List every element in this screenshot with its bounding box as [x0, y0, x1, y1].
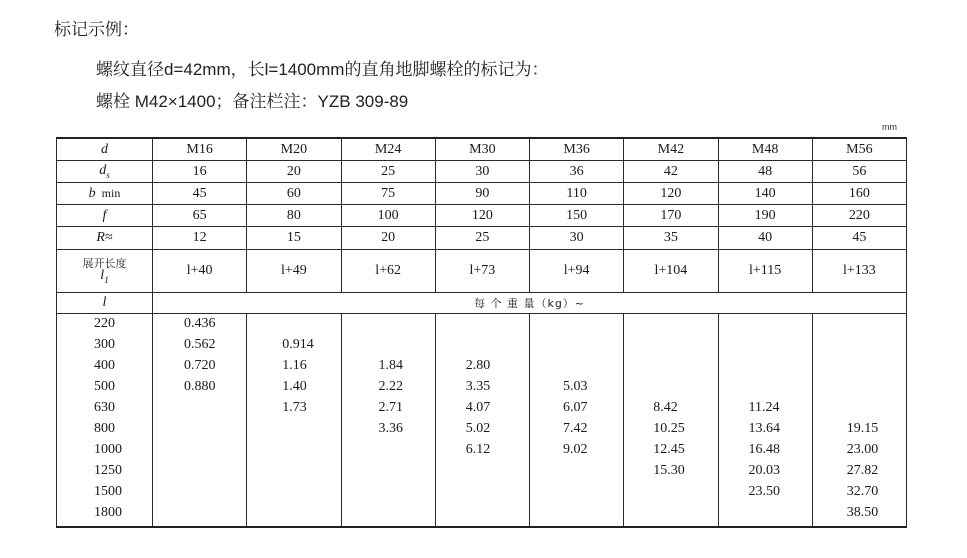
weight-value — [247, 419, 340, 440]
table-cell: l+40 — [153, 250, 247, 293]
weight-value: 1.73 — [282, 400, 307, 415]
table-row — [57, 314, 907, 528]
weight-value — [813, 314, 906, 335]
table-cell: 48 — [718, 161, 812, 183]
weight-value — [719, 356, 812, 377]
weight-value — [436, 314, 529, 335]
length-value: 220 — [94, 316, 115, 331]
table-cell: 65 — [153, 205, 247, 227]
row-label: R≈ — [57, 227, 153, 250]
row-label-cn: 展开长度 — [82, 257, 127, 271]
table-cell: M24 — [341, 138, 435, 161]
weight-value — [813, 398, 906, 419]
weight-column — [247, 314, 341, 528]
weight-value: 1.40 — [282, 379, 307, 394]
table-cell: l+62 — [341, 250, 435, 293]
weight-value — [153, 503, 246, 524]
table-cell: l+133 — [812, 250, 906, 293]
table-cell: 45 — [812, 227, 906, 250]
row-label-subscript: s — [106, 169, 110, 180]
weight-value: 23.50 — [748, 484, 780, 499]
weight-value: 2.71 — [378, 400, 403, 415]
length-value: 1250 — [94, 463, 122, 478]
weight-value — [624, 314, 717, 335]
weight-value: 4.07 — [465, 400, 491, 415]
weight-value — [247, 461, 340, 482]
weight-column — [530, 314, 624, 528]
table-cell: 220 — [812, 205, 906, 227]
bolt-spec-table — [56, 137, 907, 528]
table-cell: 60 — [247, 183, 341, 205]
row-label-suffix: min — [95, 185, 121, 200]
length-value: 500 — [94, 379, 115, 394]
weight-value — [153, 419, 246, 440]
weight-value — [624, 377, 717, 398]
row-label: b min — [57, 183, 153, 205]
weight-value — [247, 503, 340, 524]
weight-value: 20.03 — [748, 463, 780, 478]
weight-value: 3.35 — [465, 379, 491, 394]
table-row — [57, 183, 907, 205]
weight-value — [719, 314, 812, 335]
row-label-symbol: $l_1$ — [100, 268, 109, 285]
weight-value: 3.36 — [378, 421, 403, 436]
weight-header: 每 个 重 量（kg）~ — [153, 293, 907, 314]
weight-value — [813, 377, 906, 398]
table-row — [57, 161, 907, 183]
weight-value: 8.42 — [653, 400, 678, 415]
weight-value — [153, 440, 246, 461]
weight-value — [436, 335, 529, 356]
table-cell: l+115 — [718, 250, 812, 293]
length-value: 630 — [94, 400, 115, 415]
length-value: 1000 — [94, 442, 122, 457]
weight-value: 27.82 — [846, 463, 879, 478]
weight-value — [719, 335, 812, 356]
weight-value: 38.50 — [846, 505, 879, 520]
unit-label: mm — [882, 122, 897, 132]
length-value: 1800 — [94, 505, 122, 520]
table-cell: 120 — [624, 183, 718, 205]
table-cell: 120 — [435, 205, 529, 227]
weight-value: 2.80 — [465, 358, 491, 373]
weight-column — [718, 314, 812, 528]
weight-value — [247, 482, 340, 503]
table-cell: M56 — [812, 138, 906, 161]
weight-value: 23.00 — [846, 442, 879, 457]
weight-value — [530, 461, 623, 482]
weight-value: 2.22 — [378, 379, 403, 394]
table-row — [57, 227, 907, 250]
weight-value — [342, 461, 435, 482]
weight-column — [341, 314, 435, 528]
weight-value — [624, 503, 717, 524]
weight-value — [719, 503, 812, 524]
table-cell: 110 — [530, 183, 624, 205]
table-cell: 160 — [812, 183, 906, 205]
table-cell: 45 — [153, 183, 247, 205]
table-row — [57, 138, 907, 161]
table-cell: 30 — [530, 227, 624, 250]
row-label-subscript: 1 — [104, 274, 109, 285]
table-cell: 16 — [153, 161, 247, 183]
table-cell: 35 — [624, 227, 718, 250]
weight-value — [153, 461, 246, 482]
table-cell: M48 — [718, 138, 812, 161]
table-cell: 20 — [247, 161, 341, 183]
weight-value — [436, 482, 529, 503]
table-cell: 40 — [718, 227, 812, 250]
table-cell: 25 — [341, 161, 435, 183]
weight-value: 32.70 — [846, 484, 879, 499]
row-label — [57, 250, 153, 293]
example-heading: 标记示例： — [54, 20, 139, 39]
weight-value — [530, 503, 623, 524]
table-cell: M20 — [247, 138, 341, 161]
weight-value — [436, 461, 529, 482]
weight-value: 19.15 — [846, 421, 879, 436]
table-cell: 42 — [624, 161, 718, 183]
weight-value: 0.720 — [184, 358, 216, 373]
table-cell: 190 — [718, 205, 812, 227]
weight-value — [436, 503, 529, 524]
example-description: 螺纹直径d=42mm，长l=1400mm的直角地脚螺栓的标记为： — [96, 60, 549, 79]
row-label: f — [57, 205, 153, 227]
weight-value: 1.84 — [378, 358, 403, 373]
row-label: d — [57, 138, 153, 161]
weight-value: 0.914 — [282, 337, 314, 352]
weight-value — [247, 440, 340, 461]
weight-value — [530, 356, 623, 377]
weight-value: 11.24 — [748, 400, 780, 415]
weight-value — [247, 314, 340, 335]
table-row — [57, 205, 907, 227]
weight-value: 0.880 — [184, 379, 216, 394]
weight-value — [342, 482, 435, 503]
weight-value — [624, 335, 717, 356]
table-cell: 140 — [718, 183, 812, 205]
table-row — [57, 293, 907, 314]
table-cell: 90 — [435, 183, 529, 205]
weight-value: 13.64 — [748, 421, 780, 436]
table-cell: M42 — [624, 138, 718, 161]
weight-value: 1.16 — [282, 358, 307, 373]
row-label: l — [57, 293, 153, 314]
weight-value: 6.07 — [563, 400, 588, 415]
weight-value — [342, 440, 435, 461]
weight-value — [624, 482, 717, 503]
table-cell: M16 — [153, 138, 247, 161]
table-cell: 36 — [530, 161, 624, 183]
weight-value: 5.02 — [465, 421, 491, 436]
table-cell: 15 — [247, 227, 341, 250]
length-value: 800 — [94, 421, 115, 436]
weight-value — [342, 314, 435, 335]
table-cell: 150 — [530, 205, 624, 227]
table-cell: 20 — [341, 227, 435, 250]
weight-value — [624, 356, 717, 377]
weight-value: 16.48 — [748, 442, 780, 457]
weight-value — [342, 503, 435, 524]
weight-value — [719, 377, 812, 398]
weight-value — [153, 482, 246, 503]
weight-value: 6.12 — [465, 442, 491, 457]
weight-value: 9.02 — [563, 442, 588, 457]
table-cell: 80 — [247, 205, 341, 227]
table-cell: 12 — [153, 227, 247, 250]
weight-column — [624, 314, 718, 528]
weight-column — [812, 314, 906, 528]
weight-column — [153, 314, 247, 528]
weight-value: 15.30 — [653, 463, 685, 478]
table-cell: 75 — [341, 183, 435, 205]
table-cell: 100 — [341, 205, 435, 227]
table-row — [57, 250, 907, 293]
weight-value: 12.45 — [653, 442, 685, 457]
table-cell: M30 — [435, 138, 529, 161]
weight-value: 0.562 — [184, 337, 216, 352]
table-cell: l+104 — [624, 250, 718, 293]
length-value: 400 — [94, 358, 115, 373]
weight-value — [530, 335, 623, 356]
weight-value — [342, 335, 435, 356]
weight-value — [530, 482, 623, 503]
weight-value: 10.25 — [653, 421, 685, 436]
weight-value — [530, 314, 623, 335]
weight-value: 0.436 — [184, 316, 216, 331]
table-cell: 56 — [812, 161, 906, 183]
example-marking: 螺栓 M42×1400；备注栏注：YZB 309-89 — [96, 92, 409, 111]
length-value: 300 — [94, 337, 115, 352]
weight-value: 5.03 — [563, 379, 588, 394]
table-cell: M36 — [530, 138, 624, 161]
row-label: $d_s$ — [57, 161, 153, 183]
length-value: 1500 — [94, 484, 122, 499]
table-cell: l+49 — [247, 250, 341, 293]
table-cell: 170 — [624, 205, 718, 227]
table-cell: l+73 — [435, 250, 529, 293]
table-cell: 25 — [435, 227, 529, 250]
table-cell: l+94 — [530, 250, 624, 293]
length-column — [57, 314, 153, 528]
weight-value — [813, 356, 906, 377]
weight-value — [813, 335, 906, 356]
weight-value — [153, 398, 246, 419]
weight-column — [435, 314, 529, 528]
weight-value: 7.42 — [563, 421, 588, 436]
table-cell: 30 — [435, 161, 529, 183]
